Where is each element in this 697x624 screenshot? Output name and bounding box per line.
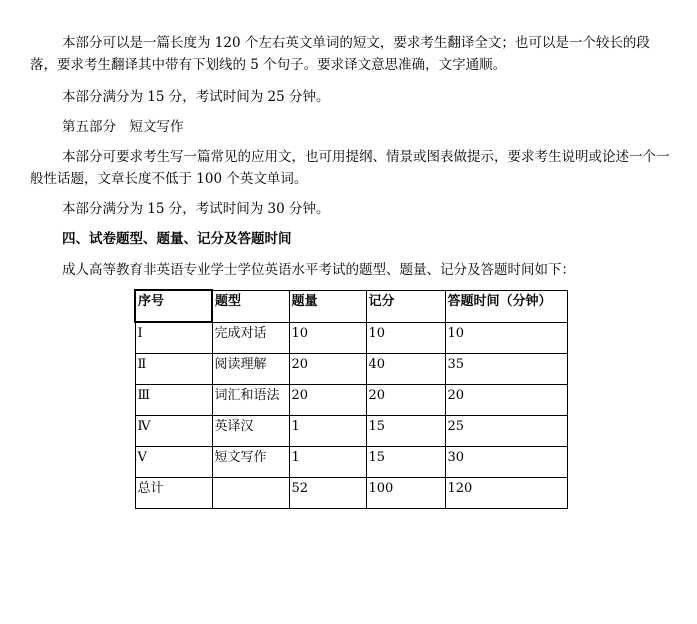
table-cell: 100 (366, 478, 445, 509)
table-cell: 10 (445, 322, 567, 354)
paragraph-translation-desc: 本部分可以是一篇长度为 120 个左右英文单词的短文，要求考生翻译全文；也可以是一个较长的段落，要求考生翻译其中带有下划线的 5 个句子。要求译文意思准确，文字通顺。 (30, 35, 650, 73)
table-cell: 短文写作 (212, 447, 289, 478)
table-cell: 阅读理解 (212, 354, 289, 385)
table-cell: 30 (445, 447, 567, 478)
table-row (135, 416, 567, 447)
table-cell: 1 (289, 416, 366, 447)
paragraph-translation-score: 本部分满分为 15 分，考试时间为 25 分钟。 (62, 89, 330, 105)
table-total-row (135, 478, 567, 509)
table-cell: 英译汉 (212, 416, 289, 447)
table-cell: 20 (289, 385, 366, 416)
table-cell: 10 (366, 322, 445, 354)
header-cell: 序号 (135, 290, 212, 322)
section-heading: 四、试卷题型、题量、记分及答题时间 (62, 231, 292, 247)
table-cell: Ⅴ (135, 447, 212, 478)
table-cell: 15 (366, 447, 445, 478)
table-cell: Ⅲ (135, 385, 212, 416)
header-cell: 题量 (289, 290, 366, 322)
paragraph-writing-score: 本部分满分为 15 分，考试时间为 30 分钟。 (62, 201, 330, 217)
table-cell: 20 (445, 385, 567, 416)
table-cell: Ⅰ (135, 322, 212, 354)
table-cell: 120 (445, 478, 567, 509)
table-cell: 词汇和语法 (212, 385, 289, 416)
table-cell: 20 (366, 385, 445, 416)
table-cell: Ⅱ (135, 354, 212, 385)
table-row (135, 385, 567, 416)
header-cell: 题型 (212, 290, 289, 322)
table-cell: Ⅳ (135, 416, 212, 447)
paragraph-writing-desc: 本部分可要求考生写一篇常见的应用文，也可用提纲、情景或图表做提示，要求考生说明或论述一个一般性话题，文章长度不低于 100 个英文单词。 (30, 149, 670, 187)
table-cell: 52 (289, 478, 366, 509)
table-cell: 35 (445, 354, 567, 385)
table-row (135, 322, 567, 354)
header-cell: 记分 (366, 290, 445, 322)
table-header-row (135, 290, 567, 322)
table-cell: 15 (366, 416, 445, 447)
table-cell (212, 478, 289, 509)
table-cell: 40 (366, 354, 445, 385)
table-cell: 25 (445, 416, 567, 447)
table-intro: 成人高等教育非英语专业学士学位英语水平考试的题型、题量、记分及答题时间如下： (62, 262, 575, 278)
table-cell: 1 (289, 447, 366, 478)
header-cell: 答题时间（分钟） (445, 290, 567, 322)
table-cell: 完成对话 (212, 322, 289, 354)
table-cell: 20 (289, 354, 366, 385)
table-row (135, 447, 567, 478)
table-cell: 总计 (135, 478, 212, 509)
section-five-title: 第五部分 短文写作 (62, 119, 184, 135)
exam-structure-table (134, 289, 568, 509)
table-cell: 10 (289, 322, 366, 354)
table-row (135, 354, 567, 385)
